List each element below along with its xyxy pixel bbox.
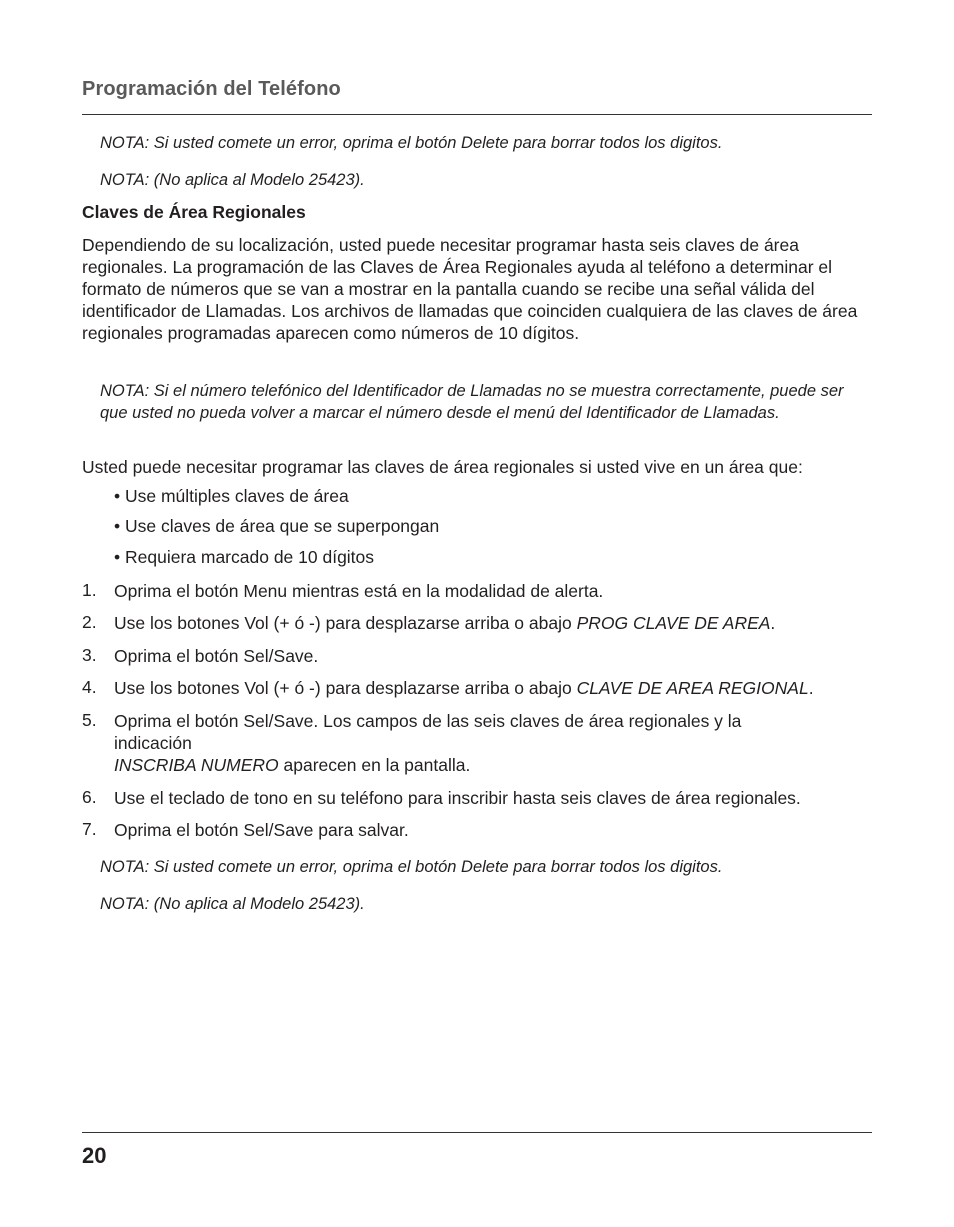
note-delete-top: NOTA: Si usted comete un error, oprima el botón Delete para borrar todos los digitos. <box>100 134 723 152</box>
step-number: 5. <box>82 710 97 730</box>
step-text: Oprima el botón Sel/Save. <box>114 646 319 666</box>
page-number: 20 <box>82 1143 107 1168</box>
step-number: 2. <box>82 612 97 632</box>
note-model-top: NOTA: (No aplica al Modelo 25423). <box>100 171 365 189</box>
menu-option-prog-clave: PROG CLAVE DE AREA <box>576 613 771 633</box>
note-caller-id: NOTA: Si el número telefónico del Identificador de Llamadas no se muestra correctamente, puede ser que usted no pueda volver a marcar el número desde el menú del Identificador de Llamadas. <box>100 382 844 422</box>
section-heading: Claves de Área Regionales <box>82 202 306 222</box>
step-text: Oprima el botón Sel/Save para salvar. <box>114 820 409 840</box>
step-number: 1. <box>82 580 97 600</box>
step-text-main: Use los botones Vol (+ ó -) para desplazarse arriba o abajo <box>114 613 577 633</box>
step-text-tail: aparecen en la pantalla. <box>278 755 471 775</box>
step-number: 3. <box>82 645 97 665</box>
note-model-bottom: NOTA: (No aplica al Modelo 25423). <box>100 895 365 913</box>
bullet-item: • Use claves de área que se superpongan <box>114 516 440 536</box>
display-prompt-inscriba: INSCRIBA NUMERO <box>114 755 279 775</box>
header-rule <box>82 114 872 115</box>
step-text <box>114 710 872 776</box>
step-text <box>114 612 872 634</box>
note-delete-bottom: NOTA: Si usted comete un error, oprima el botón Delete para borrar todos los digitos. <box>100 858 723 876</box>
menu-option-clave-regional: CLAVE DE AREA REGIONAL <box>576 678 809 698</box>
step-number: 6. <box>82 787 97 807</box>
intro-paragraph: Dependiendo de su localización, usted puede necesitar programar hasta seis claves de área regionales. La programación de las Claves de Área Regionales ayuda al teléfono a determinar el formato de números que se van a mostrar en la pantalla cuando se recibe una señal válida del identificador de Llamadas. Los archivos de llamadas que coinciden cualquiera de las claves de área regionales programadas aparecen como números de 10 dígitos. <box>82 235 858 343</box>
step-line <box>114 754 872 776</box>
step-text: Oprima el botón Menu mientras está en la modalidad de alerta. <box>114 581 604 601</box>
step-text-tail: . <box>808 678 814 698</box>
step-text-tail: . <box>770 613 776 633</box>
step-line: Oprima el botón Sel/Save. Los campos de las seis claves de área regionales y la <box>114 711 742 731</box>
lead-in-text: Usted puede necesitar programar las claves de área regionales si usted vive en un área que: <box>82 457 803 477</box>
step-text <box>114 677 872 699</box>
step-number: 7. <box>82 819 97 839</box>
footer-rule <box>82 1132 872 1133</box>
step-text: Use el teclado de tono en su teléfono para inscribir hasta seis claves de área regionales. <box>114 788 801 808</box>
bullet-item: • Requiera marcado de 10 dígitos <box>114 547 375 567</box>
step-number: 4. <box>82 677 97 697</box>
page-header-title: Programación del Teléfono <box>82 78 341 100</box>
step-text-main: Use los botones Vol (+ ó -) para desplazarse arriba o abajo <box>114 678 577 698</box>
bullet-item: • Use múltiples claves de área <box>114 486 349 506</box>
step-line: indicación <box>114 733 192 753</box>
